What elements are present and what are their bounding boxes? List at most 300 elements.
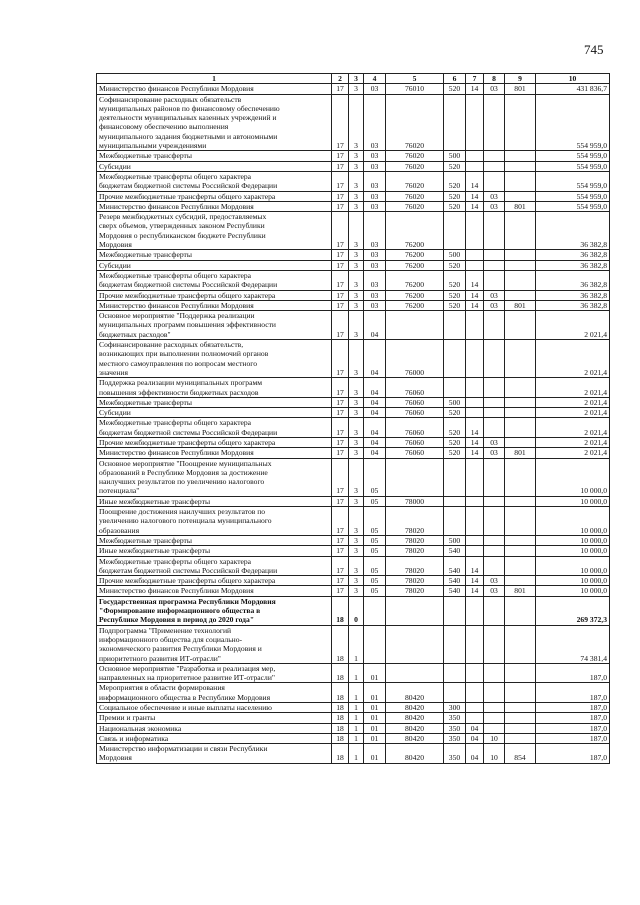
program-code: 18 [332, 744, 349, 764]
direction-code: 80420 [386, 683, 444, 703]
amount: 554 959,0 [536, 171, 610, 191]
program-code: 17 [332, 586, 349, 596]
section-code [466, 94, 484, 151]
table-row [97, 212, 610, 250]
column-header: 4 [364, 74, 386, 84]
subsection-code: 03 [484, 201, 505, 211]
ministry-code: 801 [505, 84, 536, 94]
row-name: Мероприятия в области формирования информационного общества в Республике Мордовия [97, 683, 332, 703]
event-code: 03 [364, 212, 386, 250]
column-header: 10 [536, 74, 610, 84]
table-row [97, 713, 610, 723]
table-row [97, 300, 610, 310]
ministry-code [505, 556, 536, 576]
event-code: 03 [364, 250, 386, 260]
table-row [97, 397, 610, 407]
ministry-code: 801 [505, 448, 536, 458]
subprogram-code: 3 [349, 171, 364, 191]
section-code: 14 [466, 418, 484, 438]
ministry-code [505, 458, 536, 496]
table-row [97, 418, 610, 438]
table-row [97, 260, 610, 270]
subsection-code [484, 713, 505, 723]
row-name: Прочие межбюджетные трансферты общего характера [97, 576, 332, 586]
amount: 2 021,4 [536, 408, 610, 418]
subsection-code [484, 703, 505, 713]
subprogram-code: 3 [349, 161, 364, 171]
subsection-code [484, 418, 505, 438]
event-code: 01 [364, 733, 386, 743]
amount: 554 959,0 [536, 191, 610, 201]
amount: 10 000,0 [536, 556, 610, 576]
section-code: 14 [466, 586, 484, 596]
event-code: 03 [364, 161, 386, 171]
expense-type-code [444, 311, 466, 340]
subprogram-code: 3 [349, 507, 364, 536]
table-row [97, 458, 610, 496]
subsection-code: 03 [484, 437, 505, 447]
amount: 10 000,0 [536, 458, 610, 496]
expense-type-code: 540 [444, 586, 466, 596]
event-code: 05 [364, 546, 386, 556]
ministry-code: 801 [505, 300, 536, 310]
direction-code: 76060 [386, 408, 444, 418]
event-code: 01 [364, 744, 386, 764]
section-code [466, 378, 484, 398]
direction-code: 80420 [386, 744, 444, 764]
event-code: 05 [364, 535, 386, 545]
expense-type-code: 520 [444, 408, 466, 418]
row-name: Министерство информатизации и связи Республики Мордовия [97, 744, 332, 764]
subsection-code: 03 [484, 300, 505, 310]
section-code [466, 546, 484, 556]
program-code: 17 [332, 496, 349, 506]
program-code: 18 [332, 713, 349, 723]
section-code [466, 496, 484, 506]
section-code [466, 625, 484, 663]
expense-type-code: 350 [444, 713, 466, 723]
expense-type-code: 500 [444, 535, 466, 545]
subprogram-code: 3 [349, 212, 364, 250]
column-header: 6 [444, 74, 466, 84]
ministry-code: 801 [505, 201, 536, 211]
table-row [97, 733, 610, 743]
direction-code: 76010 [386, 84, 444, 94]
subprogram-code: 3 [349, 201, 364, 211]
subsection-code: 10 [484, 733, 505, 743]
direction-code: 76060 [386, 418, 444, 438]
subsection-code [484, 397, 505, 407]
event-code: 04 [364, 448, 386, 458]
amount: 269 372,3 [536, 596, 610, 625]
subprogram-code: 1 [349, 744, 364, 764]
table-row [97, 378, 610, 398]
direction-code: 76020 [386, 151, 444, 161]
event-code: 01 [364, 663, 386, 683]
direction-code: 80420 [386, 723, 444, 733]
subprogram-code: 3 [349, 448, 364, 458]
column-header: 7 [466, 74, 484, 84]
subprogram-code: 1 [349, 733, 364, 743]
subsection-code [484, 458, 505, 496]
subsection-code: 03 [484, 576, 505, 586]
ministry-code [505, 260, 536, 270]
section-code: 14 [466, 290, 484, 300]
subsection-code [484, 556, 505, 576]
ministry-code: 854 [505, 744, 536, 764]
expense-type-code [444, 496, 466, 506]
subprogram-code: 3 [349, 311, 364, 340]
subsection-code: 03 [484, 290, 505, 300]
table-row [97, 201, 610, 211]
subsection-code: 03 [484, 191, 505, 201]
program-code: 17 [332, 546, 349, 556]
column-header: 2 [332, 74, 349, 84]
section-code: 14 [466, 201, 484, 211]
amount: 36 382,8 [536, 212, 610, 250]
ministry-code [505, 340, 536, 378]
event-code: 05 [364, 507, 386, 536]
expense-type-code [444, 378, 466, 398]
expense-type-code: 350 [444, 744, 466, 764]
ministry-code [505, 191, 536, 201]
program-code: 18 [332, 596, 349, 625]
event-code: 05 [364, 496, 386, 506]
program-code: 17 [332, 378, 349, 398]
direction-code [386, 311, 444, 340]
program-code: 18 [332, 683, 349, 703]
amount: 2 021,4 [536, 311, 610, 340]
row-name: Межбюджетные трансферты [97, 397, 332, 407]
section-code [466, 161, 484, 171]
event-code: 03 [364, 84, 386, 94]
column-header: 1 [97, 74, 332, 84]
table-row [97, 408, 610, 418]
event-code: 03 [364, 171, 386, 191]
expense-type-code [444, 663, 466, 683]
amount: 2 021,4 [536, 340, 610, 378]
event-code: 03 [364, 94, 386, 151]
program-code: 17 [332, 408, 349, 418]
row-name: Межбюджетные трансферты общего характера бюджетам бюджетной системы Российской Федерации [97, 418, 332, 438]
row-name: Поддержка реализации муниципальных программ повышения эффективности бюджетных расходов [97, 378, 332, 398]
event-code: 01 [364, 703, 386, 713]
expense-type-code: 300 [444, 703, 466, 713]
section-code: 14 [466, 437, 484, 447]
expense-type-code: 520 [444, 300, 466, 310]
direction-code: 76060 [386, 397, 444, 407]
table-row [97, 596, 610, 625]
subsection-code [484, 546, 505, 556]
subprogram-code: 3 [349, 418, 364, 438]
subprogram-code: 3 [349, 84, 364, 94]
amount: 2 021,4 [536, 378, 610, 398]
amount: 187,0 [536, 744, 610, 764]
row-name: Иные межбюджетные трансферты [97, 546, 332, 556]
amount: 10 000,0 [536, 507, 610, 536]
event-code: 03 [364, 300, 386, 310]
amount: 36 382,8 [536, 290, 610, 300]
table-row [97, 556, 610, 576]
event-code: 01 [364, 713, 386, 723]
table-row [97, 84, 610, 94]
program-code: 17 [332, 151, 349, 161]
subsection-code [484, 683, 505, 703]
column-header: 8 [484, 74, 505, 84]
direction-code: 76000 [386, 340, 444, 378]
ministry-code [505, 290, 536, 300]
subprogram-code: 3 [349, 556, 364, 576]
expense-type-code: 520 [444, 84, 466, 94]
table-row [97, 250, 610, 260]
subprogram-code: 1 [349, 703, 364, 713]
event-code: 05 [364, 556, 386, 576]
direction-code: 78020 [386, 556, 444, 576]
event-code: 04 [364, 340, 386, 378]
section-code [466, 507, 484, 536]
subprogram-code: 3 [349, 270, 364, 290]
direction-code: 78020 [386, 507, 444, 536]
subprogram-code: 3 [349, 586, 364, 596]
direction-code: 76200 [386, 260, 444, 270]
expense-type-code [444, 340, 466, 378]
table-row [97, 744, 610, 764]
expense-type-code: 520 [444, 418, 466, 438]
row-name: Прочие межбюджетные трансферты общего характера [97, 191, 332, 201]
direction-code: 80420 [386, 713, 444, 723]
ministry-code [505, 378, 536, 398]
column-header: 5 [386, 74, 444, 84]
row-name: Межбюджетные трансферты [97, 535, 332, 545]
row-name: Поощрение достижения наилучших результатов по увеличению налогового потенциала муниципального образования [97, 507, 332, 536]
row-name: Межбюджетные трансферты [97, 250, 332, 260]
amount: 554 959,0 [536, 151, 610, 161]
subsection-code [484, 250, 505, 260]
expense-type-code [444, 683, 466, 703]
program-code: 17 [332, 340, 349, 378]
expense-type-code: 350 [444, 733, 466, 743]
row-name: Министерство финансов Республики Мордовия [97, 201, 332, 211]
section-code [466, 663, 484, 683]
amount: 36 382,8 [536, 300, 610, 310]
program-code: 17 [332, 418, 349, 438]
section-code [466, 260, 484, 270]
direction-code: 76020 [386, 161, 444, 171]
section-code [466, 151, 484, 161]
subprogram-code: 3 [349, 378, 364, 398]
section-code [466, 596, 484, 625]
event-code: 03 [364, 270, 386, 290]
section-code: 14 [466, 448, 484, 458]
subprogram-code: 3 [349, 546, 364, 556]
subsection-code [484, 625, 505, 663]
row-name: Основное мероприятие "Разработка и реализация мер, направленных на приоритетное развитие ИТ-отрасли" [97, 663, 332, 683]
subsection-code [484, 723, 505, 733]
subsection-code [484, 94, 505, 151]
event-code: 01 [364, 723, 386, 733]
event-code: 03 [364, 201, 386, 211]
program-code: 17 [332, 191, 349, 201]
subsection-code [484, 270, 505, 290]
event-code [364, 596, 386, 625]
program-code: 17 [332, 94, 349, 151]
direction-code: 78020 [386, 586, 444, 596]
row-name: Софинансирование расходных обязательств муниципальных районов по финансовому обеспечению деятельности муниципальных казенных учреждений и финансовому обеспечению выполнения муниципального задания бюджетными и автономными муниципальными учреждениями [97, 94, 332, 151]
subsection-code [484, 496, 505, 506]
ministry-code [505, 496, 536, 506]
ministry-code [505, 683, 536, 703]
event-code: 04 [364, 397, 386, 407]
table-header-row [97, 74, 610, 84]
program-code: 17 [332, 576, 349, 586]
event-code: 05 [364, 458, 386, 496]
expense-type-code: 520 [444, 201, 466, 211]
subsection-code [484, 340, 505, 378]
section-code [466, 458, 484, 496]
table-row [97, 340, 610, 378]
expense-type-code: 500 [444, 397, 466, 407]
amount: 187,0 [536, 683, 610, 703]
expense-type-code: 520 [444, 290, 466, 300]
table-row [97, 535, 610, 545]
amount: 187,0 [536, 713, 610, 723]
section-code [466, 535, 484, 545]
ministry-code [505, 546, 536, 556]
ministry-code [505, 625, 536, 663]
event-code: 03 [364, 151, 386, 161]
ministry-code [505, 703, 536, 713]
column-header: 9 [505, 74, 536, 84]
direction-code: 76200 [386, 212, 444, 250]
subsection-code: 03 [484, 84, 505, 94]
expense-type-code: 520 [444, 437, 466, 447]
program-code: 17 [332, 250, 349, 260]
event-code: 03 [364, 191, 386, 201]
table-row [97, 161, 610, 171]
direction-code [386, 625, 444, 663]
expense-type-code [444, 596, 466, 625]
table-row [97, 703, 610, 713]
subsection-code [484, 161, 505, 171]
amount: 74 381,4 [536, 625, 610, 663]
ministry-code [505, 408, 536, 418]
expense-type-code: 520 [444, 161, 466, 171]
ministry-code [505, 418, 536, 438]
expense-type-code: 500 [444, 250, 466, 260]
subsection-code [484, 378, 505, 398]
ministry-code [505, 733, 536, 743]
expense-type-code: 520 [444, 191, 466, 201]
table-row [97, 191, 610, 201]
program-code: 17 [332, 535, 349, 545]
program-code: 17 [332, 290, 349, 300]
subprogram-code: 3 [349, 151, 364, 161]
program-code: 17 [332, 201, 349, 211]
expense-type-code [444, 625, 466, 663]
section-code [466, 397, 484, 407]
ministry-code [505, 250, 536, 260]
ministry-code [505, 171, 536, 191]
program-code: 17 [332, 212, 349, 250]
direction-code: 76200 [386, 290, 444, 300]
ministry-code [505, 397, 536, 407]
table-row [97, 507, 610, 536]
row-name: Субсидии [97, 260, 332, 270]
row-name: Субсидии [97, 161, 332, 171]
table-row [97, 663, 610, 683]
amount: 187,0 [536, 703, 610, 713]
event-code: 01 [364, 683, 386, 703]
page-number: 745 [584, 42, 604, 57]
ministry-code [505, 311, 536, 340]
ministry-code [505, 723, 536, 733]
amount: 36 382,8 [536, 270, 610, 290]
program-code: 17 [332, 507, 349, 536]
amount: 187,0 [536, 733, 610, 743]
subprogram-code: 3 [349, 437, 364, 447]
amount: 554 959,0 [536, 161, 610, 171]
ministry-code [505, 535, 536, 545]
row-name: Социальное обеспечение и иные выплаты населению [97, 703, 332, 713]
subsection-code [484, 311, 505, 340]
subprogram-code: 1 [349, 713, 364, 723]
subprogram-code: 3 [349, 535, 364, 545]
program-code: 17 [332, 300, 349, 310]
subprogram-code: 3 [349, 496, 364, 506]
event-code: 05 [364, 576, 386, 586]
section-code [466, 311, 484, 340]
subprogram-code: 3 [349, 300, 364, 310]
direction-code: 76060 [386, 378, 444, 398]
row-name: Прочие межбюджетные трансферты общего характера [97, 290, 332, 300]
expense-type-code: 520 [444, 448, 466, 458]
section-code [466, 683, 484, 703]
direction-code: 76200 [386, 300, 444, 310]
amount: 36 382,8 [536, 260, 610, 270]
expense-type-code: 500 [444, 151, 466, 161]
amount: 10 000,0 [536, 546, 610, 556]
program-code: 17 [332, 270, 349, 290]
table-row [97, 683, 610, 703]
program-code: 17 [332, 556, 349, 576]
subprogram-code: 3 [349, 260, 364, 270]
section-code: 14 [466, 191, 484, 201]
ministry-code [505, 713, 536, 723]
amount: 2 021,4 [536, 437, 610, 447]
amount: 554 959,0 [536, 94, 610, 151]
table-row [97, 496, 610, 506]
subsection-code [484, 408, 505, 418]
program-code: 18 [332, 703, 349, 713]
row-name: Государственная программа Республики Мордовия "Формирование информационного общества в Республике Мордовия в период до 2020 года" [97, 596, 332, 625]
amount: 187,0 [536, 663, 610, 683]
program-code: 17 [332, 84, 349, 94]
direction-code: 76020 [386, 191, 444, 201]
subprogram-code: 1 [349, 663, 364, 683]
ministry-code [505, 507, 536, 536]
table-row [97, 576, 610, 586]
row-name: Межбюджетные трансферты [97, 151, 332, 161]
event-code: 04 [364, 378, 386, 398]
ministry-code [505, 212, 536, 250]
program-code: 18 [332, 663, 349, 683]
table-row [97, 270, 610, 290]
table-row [97, 723, 610, 733]
ministry-code [505, 161, 536, 171]
amount: 2 021,4 [536, 448, 610, 458]
direction-code: 78020 [386, 576, 444, 586]
direction-code: 76020 [386, 201, 444, 211]
